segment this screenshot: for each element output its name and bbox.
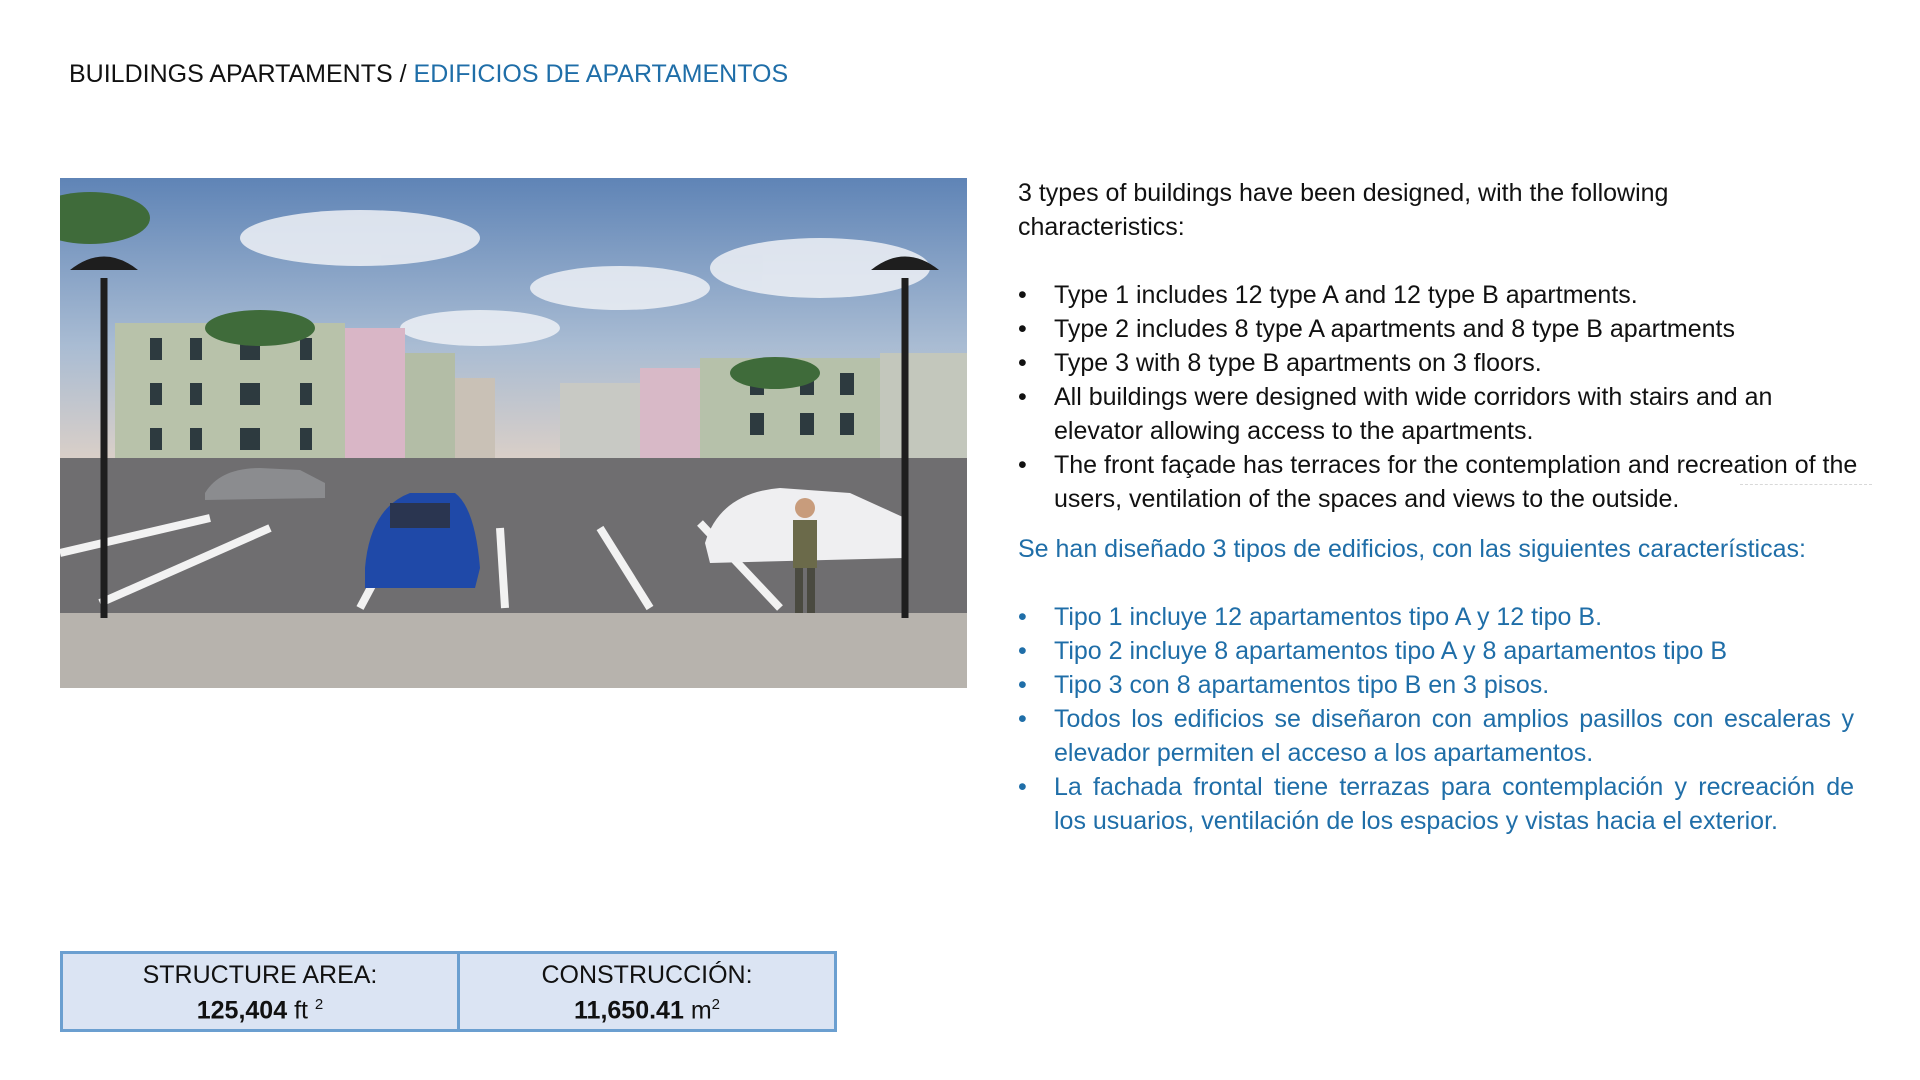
spanish-intro: Se han diseñado 3 tipos de edificios, con las siguientes características:: [1018, 535, 1806, 563]
english-bullet: • Type 2 includes 8 type A apartments and 8 type B apartments: [1018, 312, 1858, 346]
construction-unit: m: [690, 996, 712, 1025]
structure-area-value-line: [63, 990, 457, 1025]
render-illustration: [60, 178, 967, 688]
english-bullet: • The front façade has terraces for the contemplation and recreation of the users, ventilation of the spaces and views to the outside.: [1018, 448, 1858, 516]
description-column: [1018, 176, 1858, 838]
construction-value: 11,650.41: [574, 996, 684, 1025]
english-bullet-list: [1018, 278, 1858, 516]
spanish-bullet: • La fachada frontal tiene terrazas para contemplación y recreación de los usuarios, ventilación de los espacios y vistas hacia el exterior.: [1018, 770, 1854, 838]
english-block: [1018, 176, 1858, 516]
spanish-block: [1018, 532, 1858, 838]
english-intro: 3 types of buildings have been designed, with the following characteristics:: [1018, 179, 1669, 241]
structure-area-sup: 2: [314, 996, 324, 1013]
english-bullet: • Type 3 with 8 type B apartments on 3 floors.: [1018, 346, 1858, 380]
spanish-bullet: • Todos los edificios se diseñaron con amplios pasillos con escaleras y elevador permiten el acceso a los apartamentos.: [1018, 702, 1854, 770]
area-table: [60, 951, 837, 1032]
spanish-bullet-list: [1018, 600, 1858, 838]
title-spanish: EDIFICIOS DE APARTAMENTOS: [413, 60, 789, 88]
english-bullet: • All buildings were designed with wide corridors with stairs and an elevator allowing access to the apartments.: [1018, 380, 1858, 448]
spanish-bullet: • Tipo 3 con 8 apartamentos tipo B en 3 pisos.: [1018, 668, 1854, 702]
dotted-divider: [1740, 484, 1872, 485]
sidewalk: [60, 613, 967, 688]
title-english: BUILDINGS APARTAMENTS /: [69, 60, 414, 88]
construction-value-line: [460, 990, 834, 1025]
construction-label: CONSTRUCCIÓN:: [541, 961, 753, 989]
structure-area-value: 125,404: [196, 996, 288, 1025]
english-bullet: • Type 1 includes 12 type A and 12 type B apartments.: [1018, 278, 1858, 312]
structure-area-label: STRUCTURE AREA:: [142, 961, 378, 989]
construction-sup: 2: [711, 996, 720, 1013]
structure-area-unit: ft: [294, 996, 308, 1025]
construction-cell: [459, 953, 836, 1031]
page-title: [69, 60, 788, 89]
structure-area-cell: [62, 953, 459, 1031]
spanish-bullet: • Tipo 1 incluye 12 apartamentos tipo A y 12 tipo B.: [1018, 600, 1854, 634]
spanish-bullet: • Tipo 2 incluye 8 apartamentos tipo A y 8 apartamentos tipo B: [1018, 634, 1854, 668]
apartment-render-image: [60, 178, 967, 688]
